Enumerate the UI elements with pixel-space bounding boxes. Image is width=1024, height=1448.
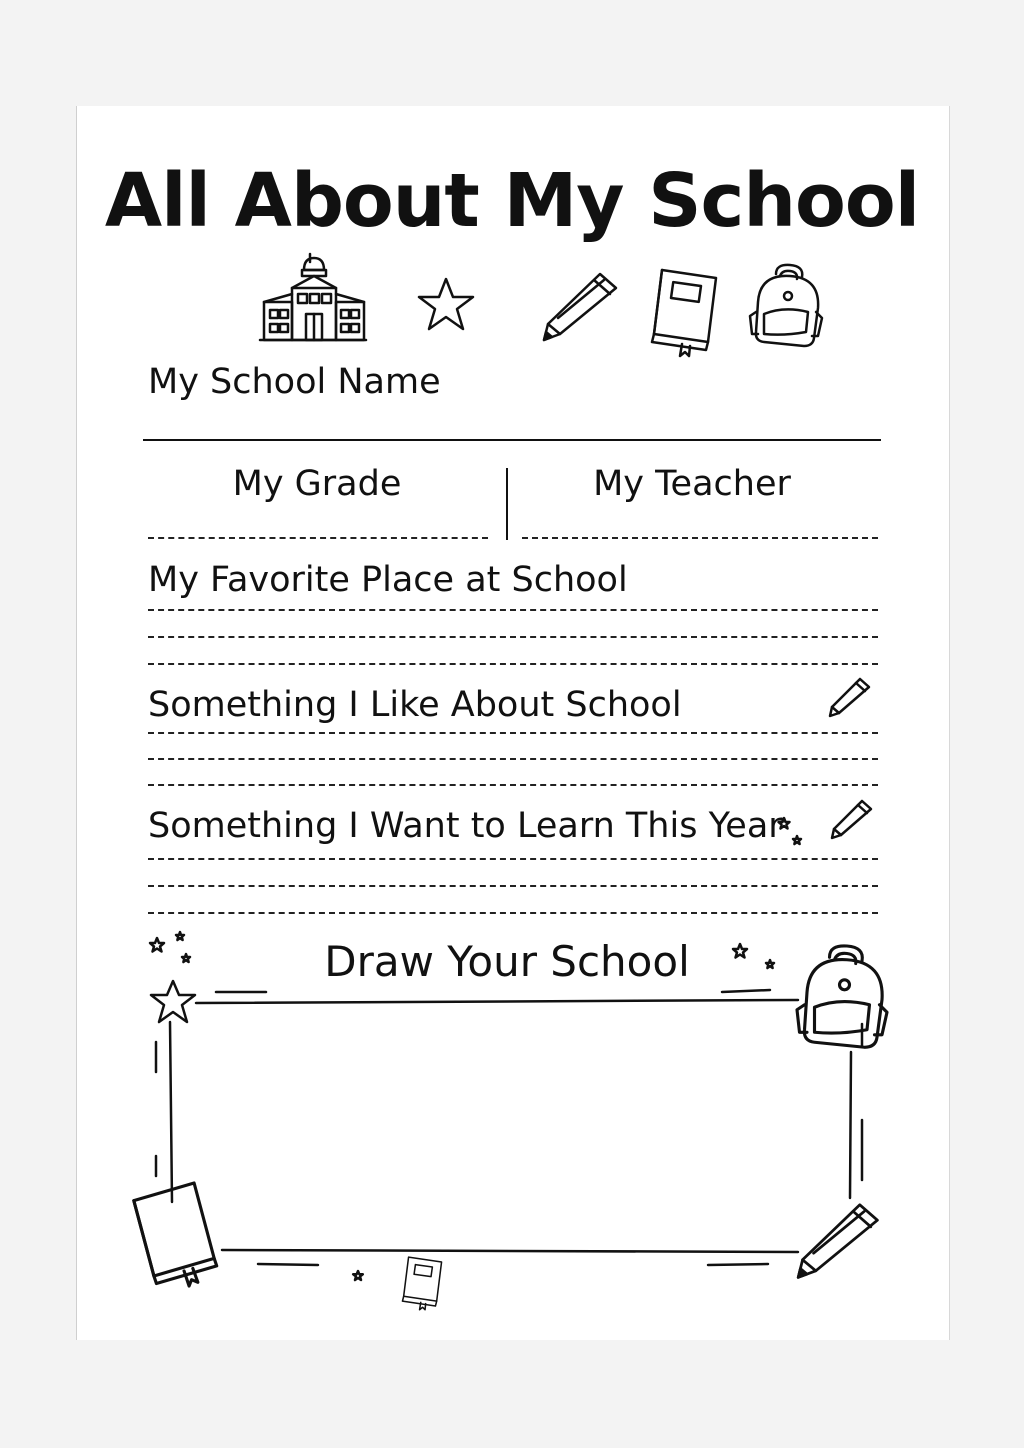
sparkle-stars-icon (776, 816, 806, 848)
book-icon (400, 1254, 444, 1308)
grade-line[interactable] (148, 537, 488, 539)
drawing-frame[interactable] (138, 960, 878, 1290)
favorite-place-label: My Favorite Place at School (148, 560, 628, 600)
star-icon (352, 1270, 364, 1282)
favorite-place-line-3[interactable] (148, 663, 878, 665)
grade-label: My Grade (232, 464, 402, 504)
school-name-label: My School Name (148, 362, 441, 402)
like-about-school-line-3[interactable] (148, 784, 878, 786)
book-icon (648, 266, 720, 352)
favorite-place-line-1[interactable] (148, 609, 878, 611)
book-icon (128, 1178, 220, 1286)
worksheet-title: All About My School (104, 158, 920, 244)
star-icon (416, 276, 476, 334)
like-about-school-line-1[interactable] (148, 732, 878, 734)
pencil-icon (796, 1198, 884, 1282)
field-divider (506, 468, 508, 540)
backpack-icon (792, 942, 892, 1050)
want-to-learn-label: Something I Want to Learn This Year (148, 806, 783, 846)
want-to-learn-line-3[interactable] (148, 912, 878, 914)
want-to-learn-line-1[interactable] (148, 858, 878, 860)
teacher-label: My Teacher (593, 464, 791, 504)
pencil-icon (830, 798, 874, 840)
school-building-icon (258, 248, 368, 344)
like-about-school-line-2[interactable] (148, 758, 878, 760)
teacher-line[interactable] (522, 537, 878, 539)
pencil-icon (828, 676, 872, 718)
star-icon (148, 978, 198, 1026)
school-name-line[interactable] (143, 439, 881, 441)
draw-section-heading: Draw Your School (324, 937, 690, 986)
pencil-icon (542, 270, 622, 342)
want-to-learn-line-2[interactable] (148, 885, 878, 887)
backpack-icon (746, 262, 826, 348)
like-about-school-label: Something I Like About School (148, 685, 682, 725)
favorite-place-line-2[interactable] (148, 636, 878, 638)
